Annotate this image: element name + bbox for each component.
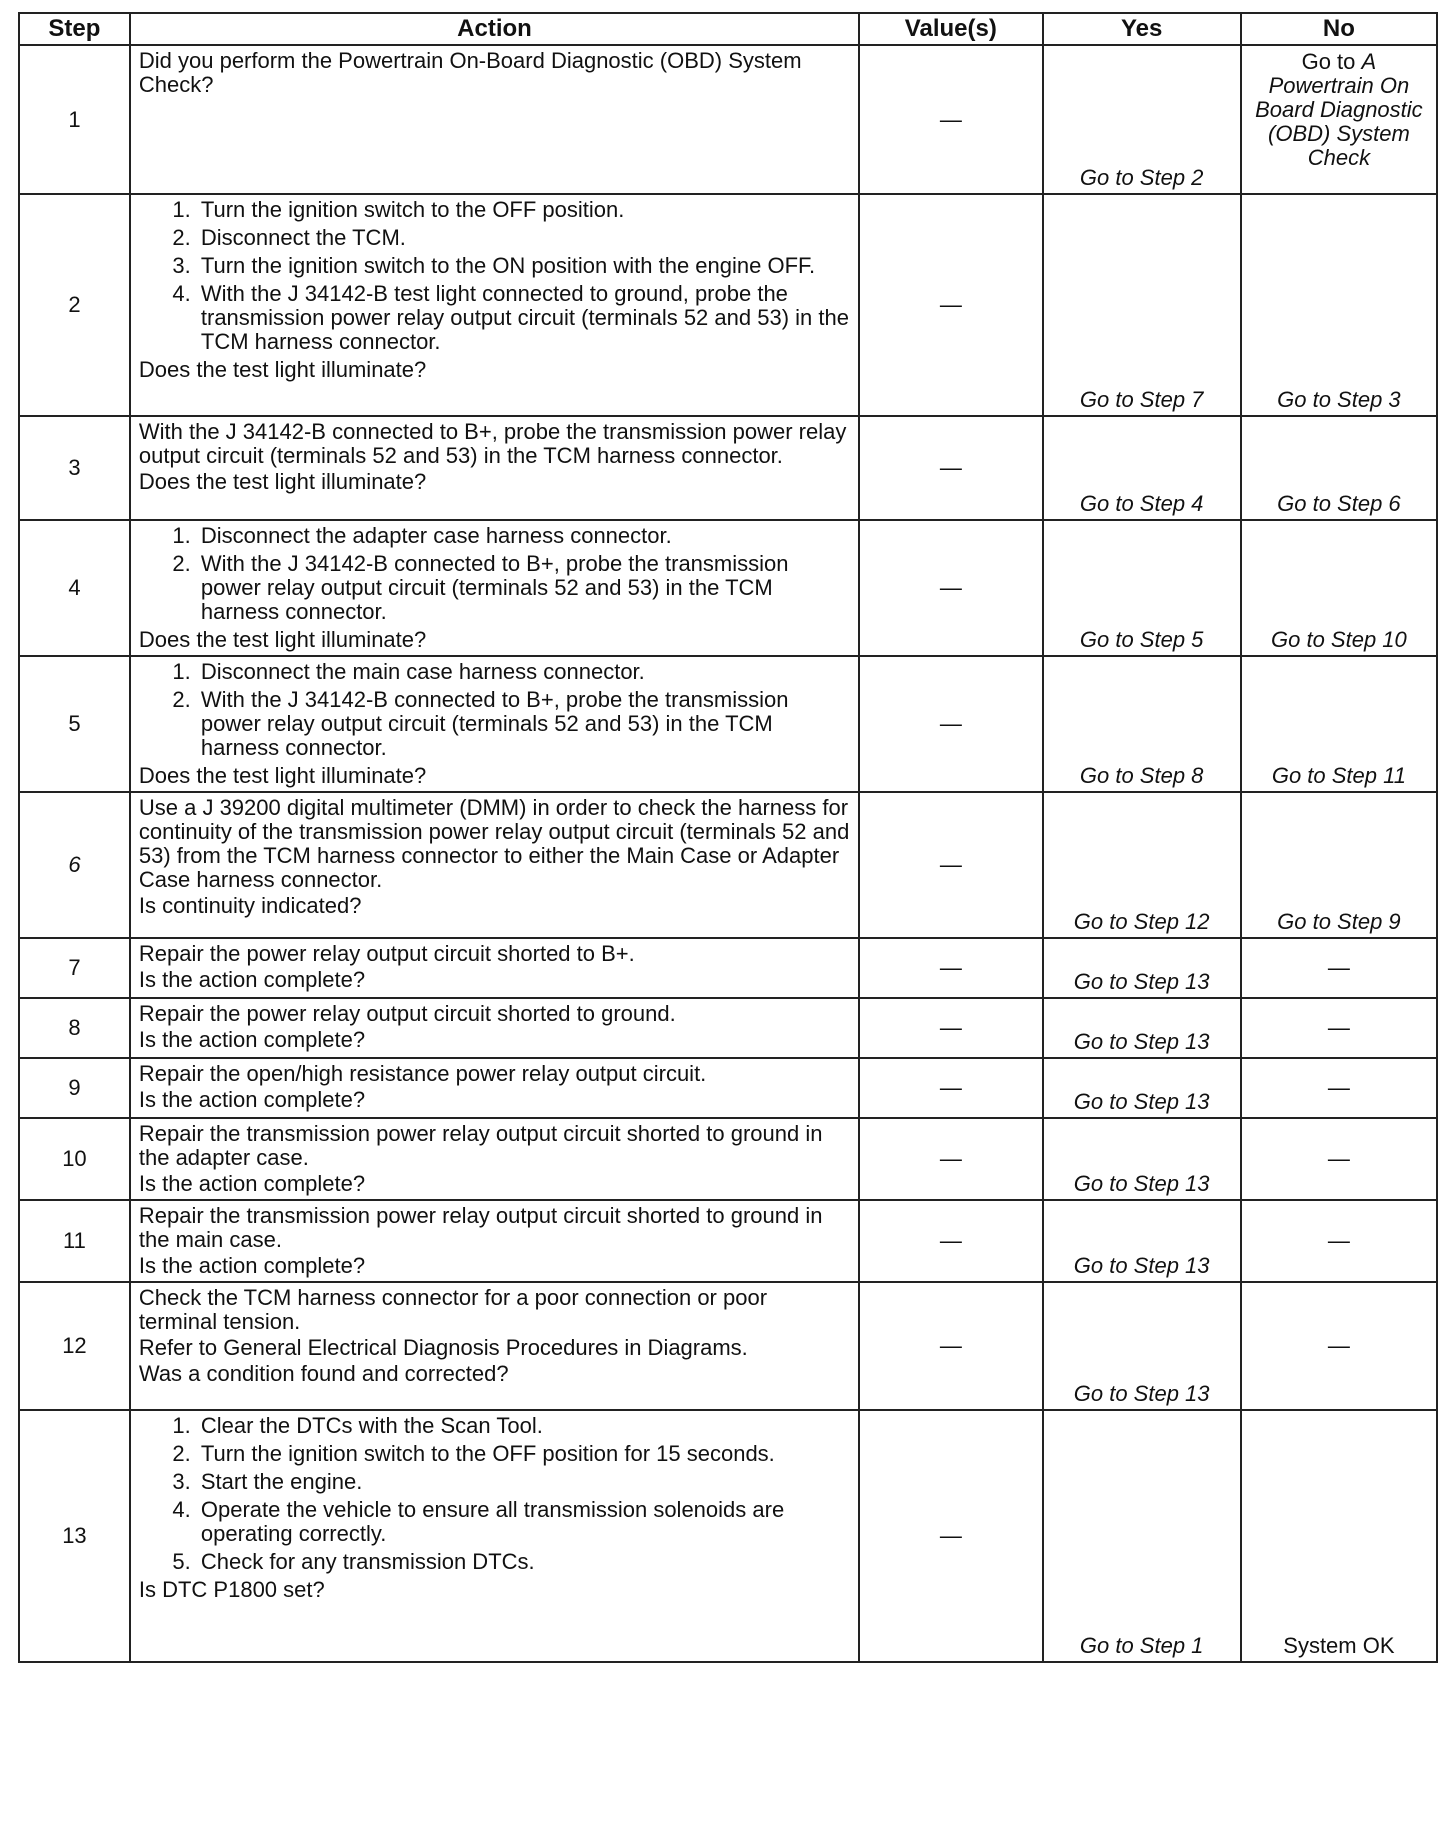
yes-cell[interactable]: Go to Step 13 (1043, 1118, 1241, 1200)
action-text: Repair the transmission power relay output circuit shorted to ground in the main case. (138, 1203, 823, 1252)
action-cell (130, 998, 859, 1058)
table-row (19, 998, 1437, 1058)
table-row (19, 1058, 1437, 1118)
action-question: Is the action complete? (138, 1027, 366, 1052)
step-number: 5 (19, 656, 130, 792)
no-cell: — (1241, 938, 1437, 998)
action-text: Repair the power relay output circuit shorted to B+. (138, 941, 635, 966)
no-cell[interactable] (1241, 45, 1437, 194)
yes-cell[interactable]: Go to Step 13 (1043, 1282, 1241, 1410)
yes-cell[interactable]: Go to Step 8 (1043, 656, 1241, 792)
action-text: Use a J 39200 digital multimeter (DMM) in order to check the harness for continuity of the transmission power relay output circuit (terminals 52 and 53) from the TCM harness connector to either the Main Case or Adapter Case harness connector. (138, 795, 850, 892)
action-question: Is DTC P1800 set? (138, 1577, 325, 1602)
substep-item: 1. Disconnect the adapter case harness connector. (197, 524, 850, 548)
action-cell (130, 416, 859, 520)
substep-item: 4. With the J 34142-B test light connected to ground, probe the transmission power relay output circuit (terminals 52 and 53) in the TCM harness connector. (197, 282, 850, 354)
step-number: 8 (19, 998, 130, 1058)
table-row (19, 656, 1437, 792)
substep-item: 2. Turn the ignition switch to the OFF position for 15 seconds. (197, 1442, 850, 1466)
no-link[interactable]: A Powertrain On Board Diagnostic (OBD) System Check (1255, 49, 1423, 170)
substep-item: 2. With the J 34142-B connected to B+, probe the transmission power relay output circuit (terminals 52 and 53) in the TCM harness connector. (197, 552, 850, 624)
value-cell: — (859, 194, 1042, 416)
value-cell: — (859, 656, 1042, 792)
substep-item: 5. Check for any transmission DTCs. (197, 1550, 850, 1574)
action-cell (130, 1200, 859, 1282)
step-number: 4 (19, 520, 130, 656)
no-cell[interactable]: Go to Step 10 (1241, 520, 1437, 656)
action-cell (130, 520, 859, 656)
table-row (19, 520, 1437, 656)
header-yes: Yes (1043, 13, 1241, 45)
yes-cell[interactable]: Go to Step 5 (1043, 520, 1241, 656)
yes-cell[interactable]: Go to Step 1 (1043, 1410, 1241, 1662)
substep-item: 3. Start the engine. (197, 1470, 850, 1494)
table-body (19, 45, 1437, 1662)
no-prefix: Go to (1301, 49, 1362, 74)
action-question: Does the test light illuminate? (138, 357, 427, 382)
step-number: 10 (19, 1118, 130, 1200)
yes-cell[interactable]: Go to Step 7 (1043, 194, 1241, 416)
no-cell: — (1241, 1118, 1437, 1200)
value-cell: — (859, 792, 1042, 938)
refer-text: Refer to General Electrical Diagnosis Procedures in Diagrams. (138, 1335, 748, 1360)
table-row (19, 792, 1437, 938)
table-row (19, 1118, 1437, 1200)
action-question: Does the test light illuminate? (138, 469, 427, 494)
action-question: Is continuity indicated? (138, 893, 362, 918)
yes-cell[interactable]: Go to Step 13 (1043, 998, 1241, 1058)
step-number: 1 (19, 45, 130, 194)
action-text: Repair the transmission power relay output circuit shorted to ground in the adapter case. (138, 1121, 823, 1170)
action-cell (130, 194, 859, 416)
action-question: Was a condition found and corrected? (138, 1361, 509, 1386)
action-question: Is the action complete? (138, 1087, 366, 1112)
yes-cell[interactable]: Go to Step 13 (1043, 938, 1241, 998)
diagnostic-table (18, 12, 1438, 1663)
yes-cell[interactable]: Go to Step 13 (1043, 1058, 1241, 1118)
substep-item: 2. Disconnect the TCM. (197, 226, 850, 250)
table-row (19, 194, 1437, 416)
value-cell: — (859, 1058, 1042, 1118)
step-number: 2 (19, 194, 130, 416)
step-number: 11 (19, 1200, 130, 1282)
action-question: Does the test light illuminate? (138, 763, 427, 788)
action-text: Repair the open/high resistance power relay output circuit. (138, 1061, 707, 1086)
substep-list (139, 1414, 850, 1574)
action-cell (130, 1118, 859, 1200)
no-cell[interactable]: Go to Step 11 (1241, 656, 1437, 792)
action-question: Is the action complete? (138, 1253, 366, 1278)
header-row (19, 13, 1437, 45)
yes-cell[interactable]: Go to Step 13 (1043, 1200, 1241, 1282)
no-cell: — (1241, 1058, 1437, 1118)
action-cell (130, 1282, 859, 1410)
substep-list (139, 198, 850, 354)
action-question: Is the action complete? (138, 1171, 366, 1196)
table-row (19, 1410, 1437, 1662)
value-cell: — (859, 1282, 1042, 1410)
header-step: Step (19, 13, 130, 45)
no-cell: — (1241, 1282, 1437, 1410)
table-row (19, 1200, 1437, 1282)
substep-item: 1. Disconnect the main case harness connector. (197, 660, 850, 684)
value-cell: — (859, 998, 1042, 1058)
substep-item: 4. Operate the vehicle to ensure all transmission solenoids are operating correctly. (197, 1498, 850, 1546)
value-cell: — (859, 520, 1042, 656)
value-cell: — (859, 416, 1042, 520)
value-cell: — (859, 938, 1042, 998)
no-cell: — (1241, 998, 1437, 1058)
value-cell: — (859, 1118, 1042, 1200)
yes-cell[interactable]: Go to Step 4 (1043, 416, 1241, 520)
action-cell (130, 938, 859, 998)
yes-cell[interactable]: Go to Step 2 (1043, 45, 1241, 194)
value-cell: — (859, 45, 1042, 194)
step-number: 6 (19, 792, 130, 938)
header-action: Action (130, 13, 859, 45)
action-text: Did you perform the Powertrain On-Board Diagnostic (OBD) System Check? (138, 48, 802, 97)
step-number: 7 (19, 938, 130, 998)
no-cell[interactable]: Go to Step 3 (1241, 194, 1437, 416)
value-cell: — (859, 1410, 1042, 1662)
table-row (19, 938, 1437, 998)
table-header (19, 13, 1437, 45)
action-question: Is the action complete? (138, 967, 366, 992)
action-cell (130, 1058, 859, 1118)
substep-item: 3. Turn the ignition switch to the ON position with the engine OFF. (197, 254, 850, 278)
table-row (19, 416, 1437, 520)
action-text: Repair the power relay output circuit shorted to ground. (138, 1001, 676, 1026)
action-cell (130, 656, 859, 792)
action-cell (130, 1410, 859, 1662)
action-text: With the J 34142-B connected to B+, probe the transmission power relay output circuit (terminals 52 and 53) in the TCM harness connector. (138, 419, 847, 468)
step-number: 13 (19, 1410, 130, 1662)
step-number: 9 (19, 1058, 130, 1118)
substep-list (139, 524, 850, 624)
substep-item: 1. Clear the DTCs with the Scan Tool. (197, 1414, 850, 1438)
yes-cell[interactable]: Go to Step 12 (1043, 792, 1241, 938)
action-cell (130, 792, 859, 938)
substep-list (139, 660, 850, 760)
step-number: 3 (19, 416, 130, 520)
action-text: Check the TCM harness connector for a poor connection or poor terminal tension. (138, 1285, 768, 1334)
no-cell: — (1241, 1200, 1437, 1282)
no-cell[interactable]: Go to Step 6 (1241, 416, 1437, 520)
value-cell: — (859, 1200, 1042, 1282)
no-cell[interactable]: System OK (1241, 1410, 1437, 1662)
table-row (19, 1282, 1437, 1410)
table-row (19, 45, 1437, 194)
substep-item: 1. Turn the ignition switch to the OFF position. (197, 198, 850, 222)
step-number: 12 (19, 1282, 130, 1410)
substep-item: 2. With the J 34142-B connected to B+, probe the transmission power relay output circuit (terminals 52 and 53) in the TCM harness connector. (197, 688, 850, 760)
header-no: No (1241, 13, 1437, 45)
header-values: Value(s) (859, 13, 1042, 45)
action-cell (130, 45, 859, 194)
action-question: Does the test light illuminate? (138, 627, 427, 652)
no-cell[interactable]: Go to Step 9 (1241, 792, 1437, 938)
